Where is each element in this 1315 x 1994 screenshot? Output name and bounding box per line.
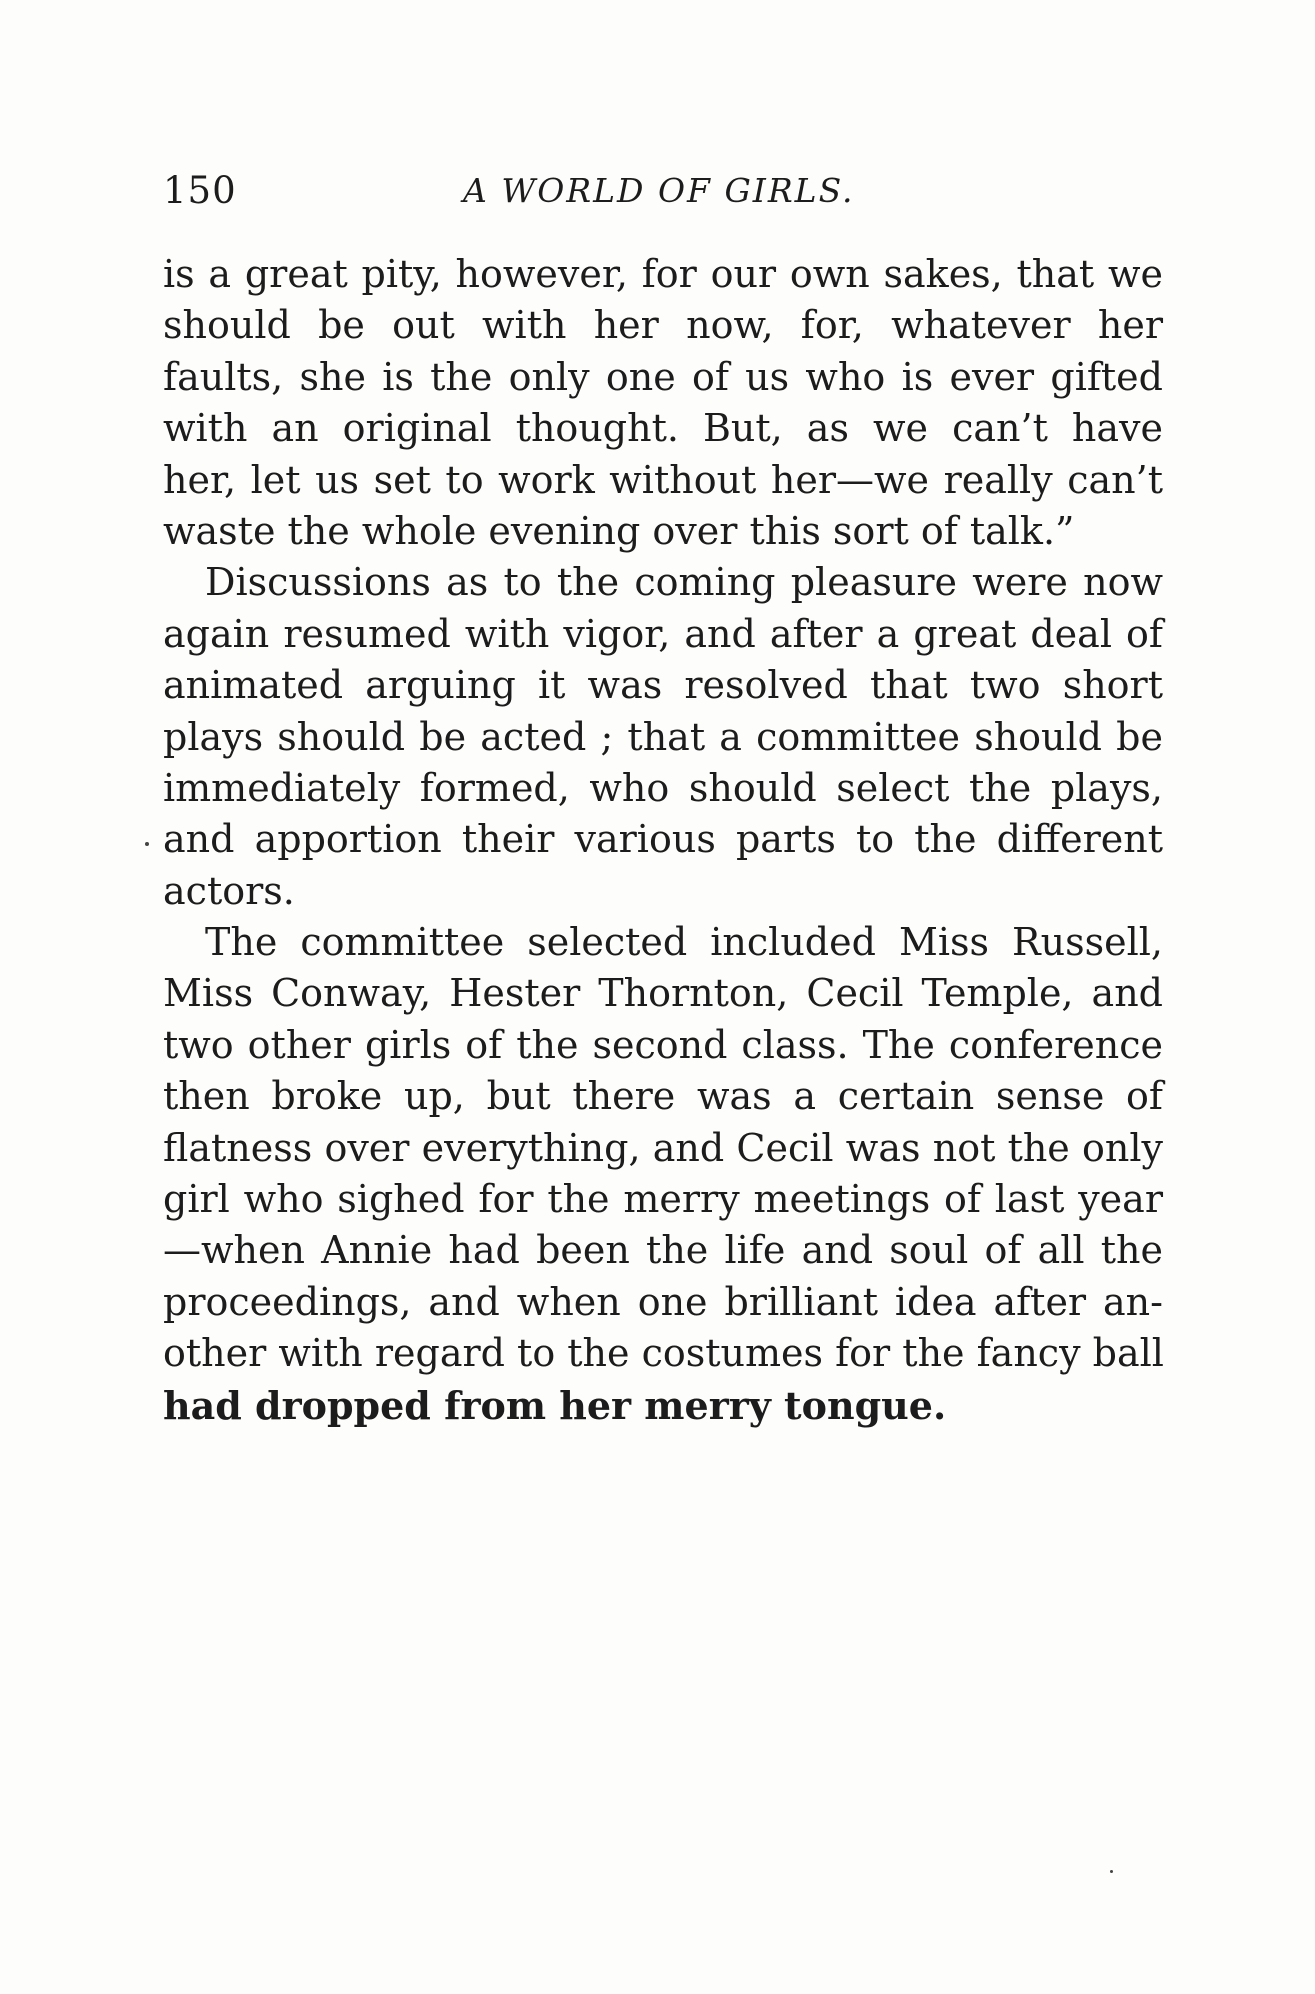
text-line: waste the whole evening over this sort of talk.”	[163, 508, 1075, 553]
text-line: faults, she is the only one of us who is ever gifted	[163, 354, 1163, 399]
text-line: is a great pity, however, for our own sakes, that we	[163, 252, 1163, 296]
page-header	[163, 166, 1159, 216]
paragraph-start-line: The committee selected included Miss Russell,	[205, 920, 1163, 965]
text-line: Miss Conway, Hester Thornton, Cecil Temple, and	[163, 971, 1163, 1016]
text-line: two other girls of the second class. The conference	[163, 1022, 1163, 1067]
body-text	[163, 249, 1163, 1431]
text-line: proceedings, and when one brilliant idea after an-	[163, 1279, 1163, 1324]
margin-speck	[145, 842, 149, 846]
margin-speck	[1110, 1870, 1113, 1873]
text-line: —when Annie had been the life and soul of all the	[163, 1228, 1163, 1273]
text-line: actors.	[163, 868, 295, 913]
text-line: other with regard to the costumes for the fancy ball	[163, 1331, 1164, 1376]
text-line: should be out with her now, for, whatever her	[163, 303, 1163, 348]
text-line: girl who sighed for the merry meetings of last year	[163, 1177, 1163, 1222]
page-number: 150	[163, 169, 237, 212]
text-line: flatness over everything, and Cecil was not the only	[163, 1125, 1163, 1170]
text-line: had dropped from her merry tongue.	[163, 1382, 947, 1428]
text-line: animated arguing it was resolved that two short	[163, 663, 1163, 708]
text-line: immediately formed, who should select the plays,	[163, 765, 1163, 810]
running-title: A WORLD OF GIRLS.	[463, 171, 855, 210]
text-line: plays should be acted ; that a committee should be	[163, 714, 1163, 759]
text-line: again resumed with vigor, and after a great deal of	[163, 611, 1163, 656]
text-line: then broke up, but there was a certain sense of	[163, 1074, 1163, 1119]
text-line: her, let us set to work without her—we really can’t	[163, 457, 1163, 502]
text-line: with an original thought. But, as we can’t have	[163, 406, 1163, 451]
paragraph-start-line: Discussions as to the coming pleasure were now	[205, 560, 1163, 605]
text-line: and apportion their various parts to the different	[163, 817, 1163, 862]
